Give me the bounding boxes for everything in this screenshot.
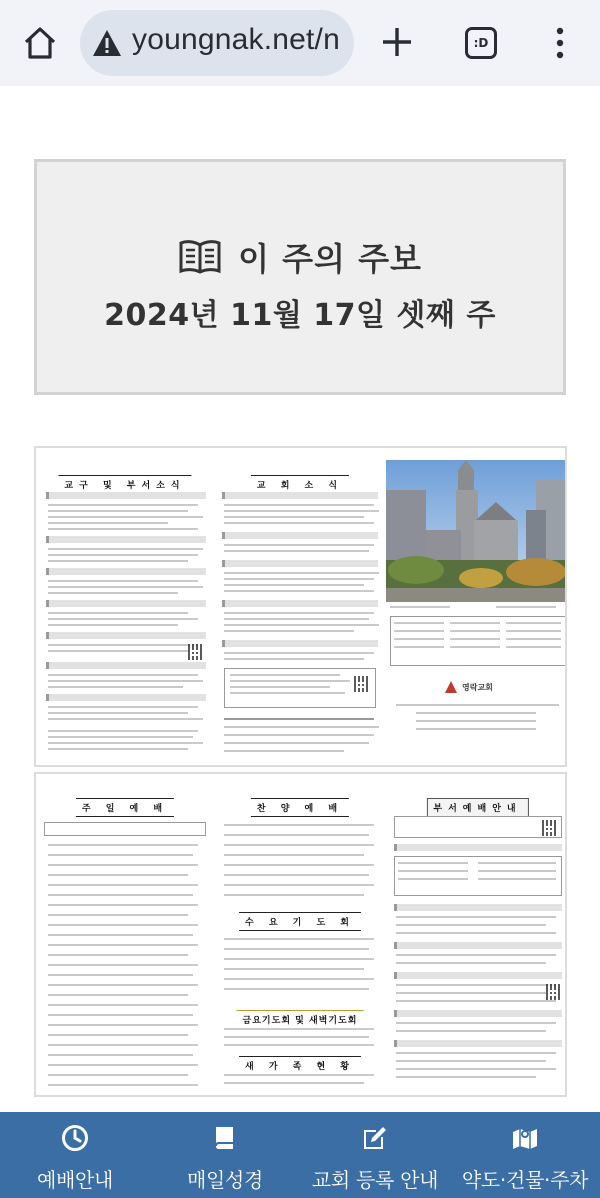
church-news-title: 교 회 소 식 [251, 475, 349, 494]
edit-icon [361, 1124, 389, 1152]
nav-label: 교회 등록 안내 [311, 1168, 439, 1192]
department-worship-title: 부서예배안내 [426, 798, 528, 817]
nav-church-registration[interactable] [300, 1112, 450, 1198]
new-tab-icon[interactable] [380, 25, 414, 59]
nav-daily-bible[interactable] [150, 1112, 300, 1198]
bulletin-header [34, 159, 566, 395]
book-icon [211, 1124, 239, 1152]
nav-label: 매일성경 [186, 1168, 264, 1192]
bottom-nav [0, 1112, 600, 1198]
wednesday-prayer-title: 수 요 기 도 회 [239, 912, 361, 931]
bulletin-page-2[interactable] [34, 772, 567, 1097]
sunday-worship-title: 주 일 예 배 [76, 798, 174, 817]
church-name: 영락교회 [462, 683, 493, 692]
church-photo [386, 460, 567, 602]
clock-icon [61, 1124, 89, 1152]
bulletin-page-1[interactable] [34, 446, 567, 767]
church-logo-icon [444, 680, 458, 694]
page-title: 이 주의 주보 [238, 240, 422, 278]
friday-dawn-prayer-title: 금요기도회 및 새벽기도회 [237, 1010, 364, 1029]
sunday-worship-panel [36, 774, 214, 1095]
nav-worship-guide[interactable] [0, 1112, 150, 1198]
url-text: youngnak.net/n [132, 23, 340, 56]
praise-worship-panel [214, 774, 386, 1095]
title-row [37, 234, 563, 280]
warning-icon[interactable] [92, 29, 122, 57]
tab-switcher-button[interactable]: :D [465, 27, 497, 59]
map-icon [511, 1124, 539, 1152]
department-worship-panel [386, 774, 567, 1095]
home-icon[interactable] [22, 25, 58, 61]
nav-label: 약도·건물·주차 [461, 1168, 589, 1192]
praise-worship-title: 찬 양 예 배 [251, 798, 349, 817]
church-news-panel [214, 448, 386, 765]
browser-toolbar [0, 0, 600, 86]
nav-directions[interactable] [450, 1112, 600, 1198]
nav-label: 예배안내 [36, 1168, 114, 1192]
more-menu-icon[interactable] [550, 26, 570, 60]
new-family-title: 새 가 족 현 황 [239, 1056, 361, 1075]
parish-news-panel [36, 448, 214, 765]
parish-news-title: 교구 및 부서소식 [58, 475, 191, 494]
address-bar[interactable] [80, 10, 354, 76]
bulletin-date: 2024년 11월 17일 셋째 주 [104, 298, 496, 333]
cover-panel [386, 448, 567, 765]
open-book-icon [178, 239, 222, 275]
